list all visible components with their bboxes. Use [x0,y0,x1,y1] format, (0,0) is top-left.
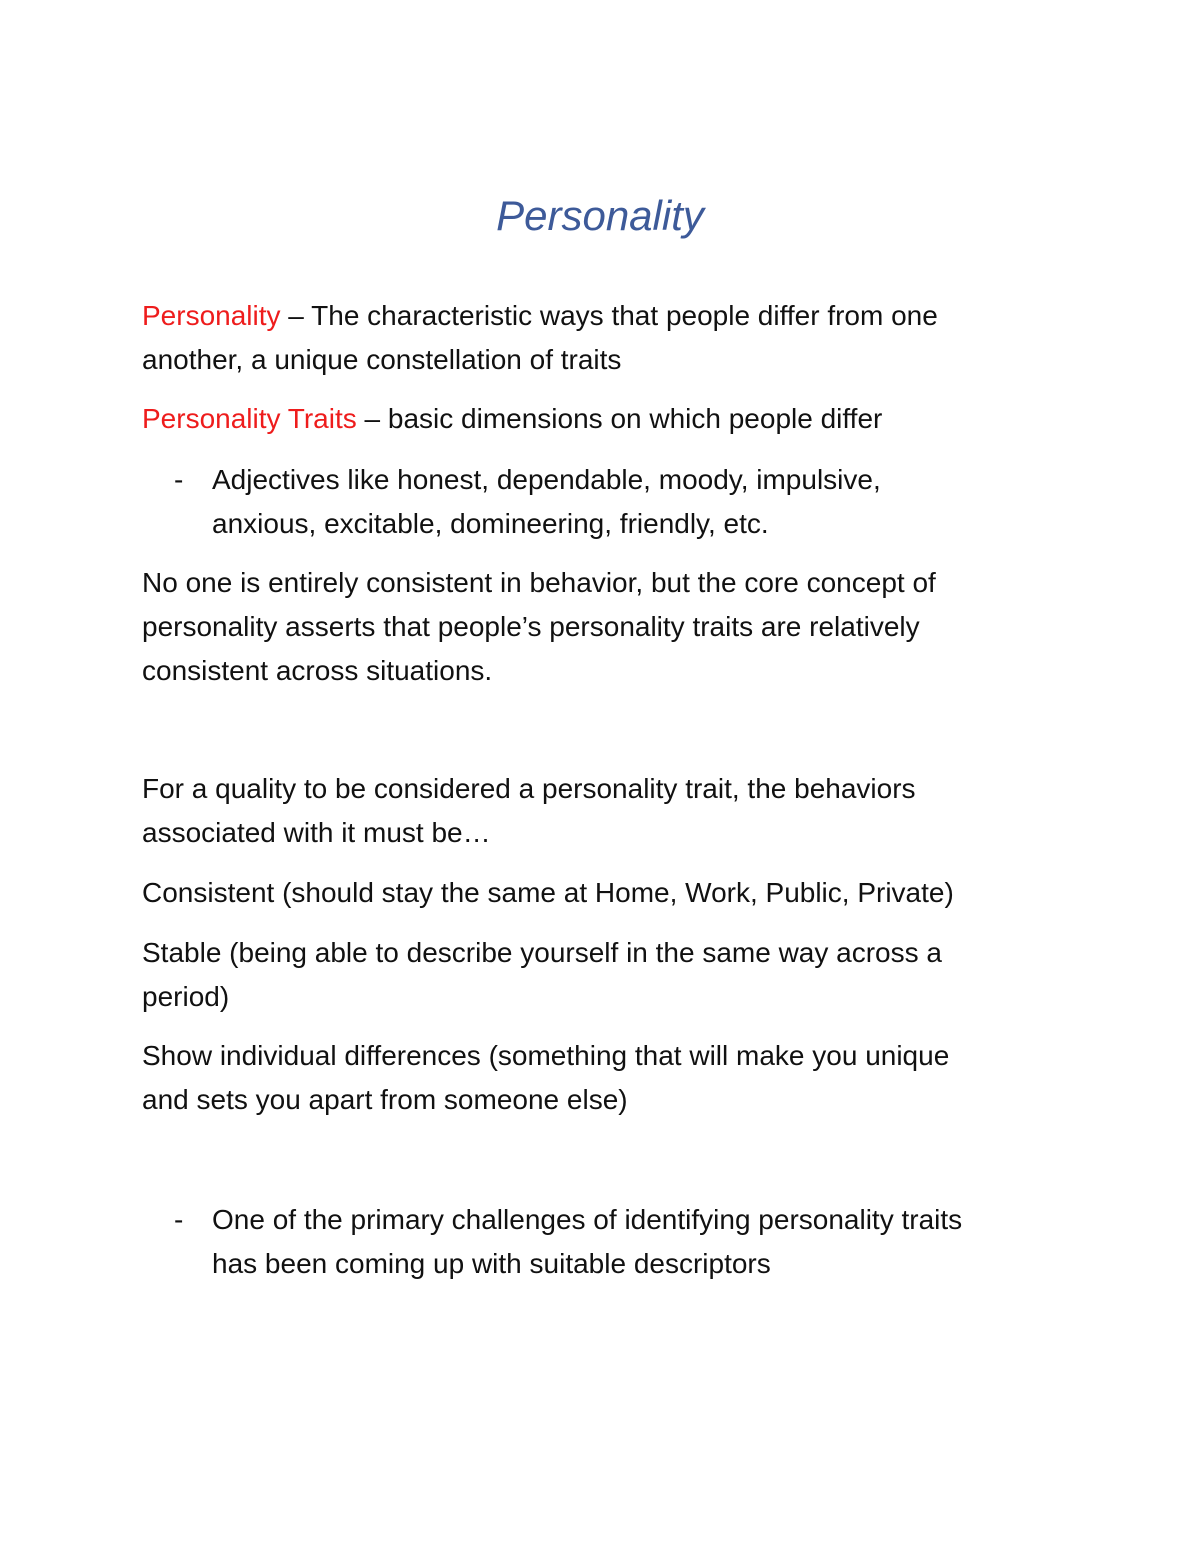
criterion-line: Show individual differences (something that will make you unique [142,1040,950,1071]
paragraph-line: personality asserts that people’s personality traits are relatively [142,611,920,642]
criterion-line: Consistent (should stay the same at Home, Work, Public, Private) [142,877,954,908]
paragraph-line: associated with it must be… [142,817,491,848]
criterion-stable [142,931,1062,1019]
bullet-text-line: anxious, excitable, domineering, friendly, etc. [212,508,769,539]
definition-text-line: The characteristic ways that people differ from one [311,300,938,331]
criterion-consistent [142,871,1062,915]
definition-text-line: another, a unique constellation of traits [142,344,622,375]
page-title: Personality [496,192,704,239]
paragraph-line: consistent across situations. [142,655,493,686]
definition-separator: – [356,403,388,434]
criterion-line: period) [142,981,230,1012]
term-personality: Personality [142,300,281,331]
bullet-text-line: Adjectives like honest, dependable, moody, impulsive, [212,464,881,495]
term-personality-traits: Personality Traits [142,403,357,434]
criterion-line: and sets you apart from someone else) [142,1084,628,1115]
definition-personality [142,294,1062,382]
paragraph-consistency [142,561,1062,693]
paragraph-quality [142,767,1062,855]
bullet-dash: - [174,1204,184,1235]
criterion-line: Stable (being able to describe yourself in the same way across a [142,937,942,968]
paragraph-line: No one is entirely consistent in behavior, but the core concept of [142,567,936,598]
definition-text-line: basic dimensions on which people differ [387,403,883,434]
definition-separator: – [280,300,312,331]
paragraph-line: For a quality to be considered a personality trait, the behaviors [142,773,916,804]
criterion-individual-differences [142,1034,1062,1122]
bullet-text-line: One of the primary challenges of identifying personality traits [212,1204,963,1235]
bullet-text-line: has been coming up with suitable descriptors [212,1248,771,1279]
definition-personality-traits [142,397,1062,441]
bullet-dash: - [174,464,184,495]
